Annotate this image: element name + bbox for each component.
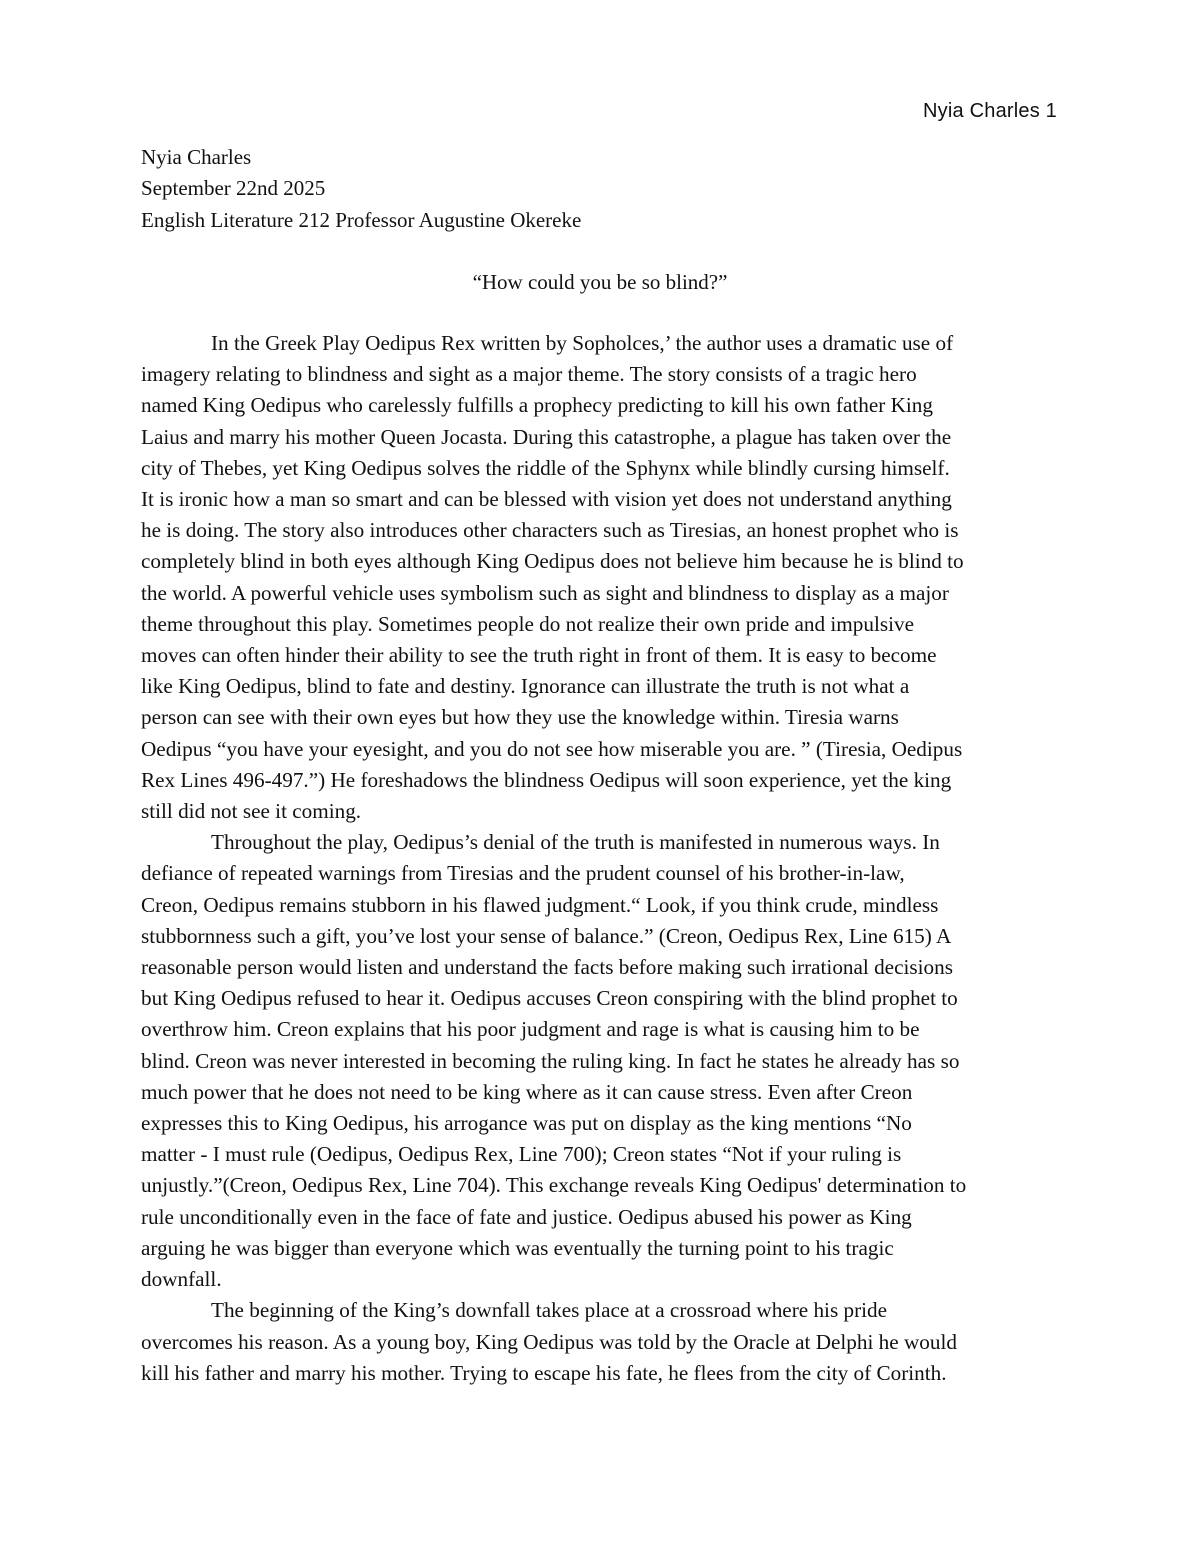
paragraph-line: Oedipus “you have your eyesight, and you do not see how miserable you are. ” (Tiresia, Oedipus: [141, 736, 963, 761]
paragraph-line: still did not see it coming.: [141, 799, 362, 824]
paragraph-line: reasonable person would listen and understand the facts before making such irrational decisions: [141, 955, 953, 980]
essay-body: [141, 328, 1063, 1389]
paragraph-line: matter - I must rule (Oedipus, Oedipus Rex, Line 700); Creon states “Not if your ruling is: [141, 1142, 902, 1167]
paragraph-line: In the Greek Play Oedipus Rex written by Sopholces,’ the author uses a dramatic use of: [211, 331, 954, 355]
paragraph-line: overcomes his reason. As a young boy, King Oedipus was told by the Oracle at Delphi he would: [141, 1329, 957, 1354]
paragraph-line: arguing he was bigger than everyone which was eventually the turning point to his tragic: [141, 1235, 894, 1260]
paragraph-line: Laius and marry his mother Queen Jocasta. During this catastrophe, a plague has taken over the: [141, 424, 952, 449]
paragraph-line: city of Thebes, yet King Oedipus solves the riddle of the Sphynx while blindly cursing himself.: [141, 455, 950, 480]
course-info: English Literature 212 Professor Augustine Okereke: [141, 207, 582, 232]
paragraph-line: but King Oedipus refused to hear it. Oedipus accuses Creon conspiring with the blind prophet to: [141, 986, 958, 1011]
paragraph-line: defiance of repeated warnings from Tiresias and the prudent counsel of his brother-in-law,: [141, 861, 905, 886]
paragraph-line: Rex Lines 496-497.”) He foreshadows the blindness Oedipus will soon experience, yet the king: [141, 767, 952, 792]
paragraph-line: much power that he does not need to be king where as it can cause stress. Even after Creon: [141, 1079, 913, 1104]
paragraph-line: person can see with their own eyes but how they use the knowledge within. Tiresia warns: [141, 705, 899, 730]
paragraph-line: imagery relating to blindness and sight as a major theme. The story consists of a tragic hero: [141, 362, 917, 387]
paragraph-line: It is ironic how a man so smart and can be blessed with vision yet does not understand anything: [141, 487, 952, 512]
paragraph-line: he is doing. The story also introduces other characters such as Tiresias, an honest prophet who is: [141, 518, 959, 543]
paragraph: [141, 1295, 1063, 1389]
paragraph-line: The beginning of the King’s downfall takes place at a crossroad where his pride: [211, 1298, 888, 1323]
paragraph-line: rule unconditionally even in the face of fate and justice. Oedipus abused his power as King: [141, 1204, 912, 1229]
paragraph: [141, 827, 1063, 1295]
paragraph-line: named King Oedipus who carelessly fulfills a prophecy predicting to kill his own father King: [141, 393, 933, 418]
paragraph-line: like King Oedipus, blind to fate and destiny. Ignorance can illustrate the truth is not what a: [141, 674, 910, 699]
heading-block: [141, 142, 1061, 236]
paragraph-line: completely blind in both eyes although King Oedipus does not believe him because he is blind to: [141, 549, 964, 574]
author-name: Nyia Charles: [141, 145, 252, 169]
paragraph-line: theme throughout this play. Sometimes people do not realize their own pride and impulsive: [141, 611, 914, 636]
paragraph-line: blind. Creon was never interested in becoming the ruling king. In fact he states he already has so: [141, 1048, 960, 1073]
running-header: Nyia Charles 1: [923, 100, 1057, 122]
paragraph-line: moves can often hinder their ability to see the truth right in front of them. It is easy to become: [141, 643, 937, 668]
essay-title: “How could you be so blind?”: [472, 270, 728, 294]
paragraph-line: the world. A powerful vehicle uses symbolism such as sight and blindness to display as a major: [141, 580, 949, 605]
paragraph-line: Creon, Oedipus remains stubborn in his flawed judgment.“ Look, if you think crude, mindless: [141, 892, 939, 917]
paragraph-line: expresses this to King Oedipus, his arrogance was put on display as the king mentions “No: [141, 1111, 912, 1136]
paragraph: [141, 328, 1063, 827]
paragraph-line: stubbornness such a gift, you’ve lost your sense of balance.” (Creon, Oedipus Rex, Line 615) A: [141, 923, 952, 948]
paragraph-line: Throughout the play, Oedipus’s denial of the truth is manifested in numerous ways. In: [211, 830, 940, 855]
paragraph-line: downfall.: [141, 1267, 222, 1292]
paragraph-line: kill his father and marry his mother. Trying to escape his fate, he flees from the city of Corinth.: [141, 1360, 947, 1385]
essay-date: September 22nd 2025: [141, 176, 326, 201]
paragraph-line: overthrow him. Creon explains that his poor judgment and rage is what is causing him to be: [141, 1017, 920, 1042]
paragraph-line: unjustly.”(Creon, Oedipus Rex, Line 704). This exchange reveals King Oedipus' determination to: [141, 1173, 967, 1198]
